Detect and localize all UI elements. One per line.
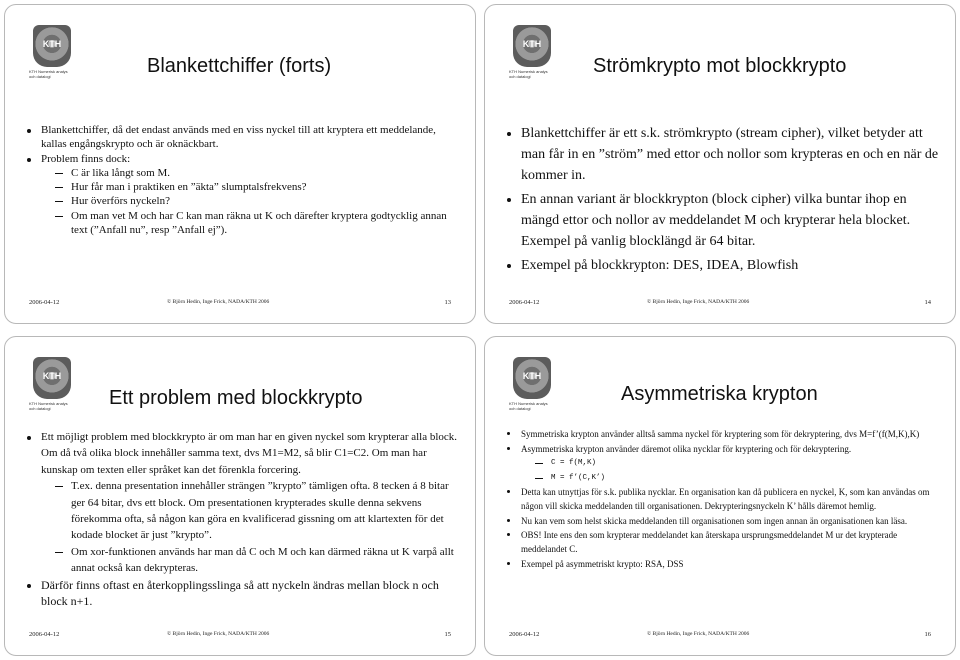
bullet-item: Nu kan vem som helst skicka meddelanden till organisationen som ingen annan än organisationen kan läsa. bbox=[505, 514, 941, 528]
bullet-item: Ett möjligt problem med blockkrypto är om man har en given nyckel som krypterar alla block. Om då två olika block innehåller samma text, dvs M1=M2, så blir C1=C2. Om man har kunskap om texten eller språket kan det förenkla forcering. bbox=[25, 429, 461, 478]
sub-bullet-item: T.ex. denna presentation innehåller strängen ”krypto” tämligen ofta. 8 tecken á 8 bitar ger 64 bitar, dvs ett block. Om presentationen krypterades skulle denna sekvens förekomma ofta, så någon kan göra en kvalificerad gissning om att klartexten för det kodade blocket är just ”krypto”. bbox=[25, 478, 461, 544]
slide-footer bbox=[29, 299, 451, 311]
kth-logo bbox=[509, 357, 555, 411]
kth-logo bbox=[29, 25, 75, 79]
footer-copyright: © Björn Hedin, Inge Frick, NADA/KTH 2006 bbox=[167, 631, 270, 637]
footer-date: 2006-04-12 bbox=[509, 631, 540, 638]
footer-date: 2006-04-12 bbox=[29, 299, 60, 306]
logo-caption: KTH Numerisk analys och datalogi bbox=[509, 401, 548, 411]
sub-bullet-item: Hur får man i praktiken en ”äkta” slumptalsfrekvens? bbox=[25, 180, 461, 194]
bullet-item: Exempel på asymmetriskt krypto: RSA, DSS bbox=[505, 557, 941, 571]
slide-footer bbox=[509, 299, 931, 311]
slide-footer bbox=[29, 631, 451, 643]
bullet-item: En annan variant är blockkrypton (block cipher) vilka buntar ihop en mängd ettor och nollor av meddelandet M och krypterar hela blocket. Exempel på vanlig blocklängd är 64 bitar. bbox=[505, 189, 941, 252]
bullet-item: Blankettchiffer är ett s.k. strömkrypto (stream cipher), vilket betyder att man får in en ”ström” med ettor och nollor som krypteras en och en när de kommer in. bbox=[505, 123, 941, 186]
slide-footer bbox=[509, 631, 931, 643]
kth-seal-icon: KTH bbox=[513, 357, 551, 399]
sub-bullet-item: Hur överförs nyckeln? bbox=[25, 194, 461, 208]
bullet-item: Exempel på blockkrypton: DES, IDEA, Blowfish bbox=[505, 255, 941, 276]
slide-body bbox=[505, 427, 941, 571]
formula-item: C = f(M,K) bbox=[505, 456, 941, 470]
slide-14 bbox=[484, 4, 956, 324]
slide-body bbox=[505, 123, 941, 279]
slide-number: 15 bbox=[444, 631, 451, 638]
kth-seal-icon: KTH bbox=[33, 357, 71, 399]
slide-13 bbox=[4, 4, 476, 324]
slide-title: Asymmetriska krypton bbox=[621, 383, 818, 405]
footer-date: 2006-04-12 bbox=[29, 631, 60, 638]
bullet-item: OBS! Inte ens den som krypterar meddelandet kan återskapa ursprungsmeddelandet M ur det krypterade meddelandet C. bbox=[505, 528, 941, 556]
footer-copyright: © Björn Hedin, Inge Frick, NADA/KTH 2006 bbox=[167, 299, 270, 305]
bullet-item: Symmetriska krypton använder alltså samma nyckel för kryptering som för dekryptering, dvs M=f’(f(M,K),K) bbox=[505, 427, 941, 441]
slide-body bbox=[25, 429, 461, 609]
logo-caption: KTH Numerisk analys och datalogi bbox=[29, 401, 68, 411]
bullet-item: Blankettchiffer, då det endast används med en viss nyckel till att kryptera ett meddelande, kallas engångskrypto och är oknäckbart. bbox=[25, 123, 461, 152]
slide-number: 13 bbox=[444, 299, 451, 306]
kth-seal-icon: KTH bbox=[33, 25, 71, 67]
slide-15 bbox=[4, 336, 476, 656]
footer-copyright: © Björn Hedin, Inge Frick, NADA/KTH 2006 bbox=[647, 299, 750, 305]
kth-logo bbox=[29, 357, 75, 411]
bullet-item: Problem finns dock: bbox=[25, 152, 461, 166]
sub-bullet-item: C är lika långt som M. bbox=[25, 166, 461, 180]
footer-date: 2006-04-12 bbox=[509, 299, 540, 306]
bullet-item: Asymmetriska krypton använder däremot olika nycklar för kryptering och för dekryptering. bbox=[505, 442, 941, 456]
kth-logo bbox=[509, 25, 555, 79]
slide-number: 16 bbox=[924, 631, 931, 638]
formula-item: M = f’(C,K’) bbox=[505, 471, 941, 485]
slide-16 bbox=[484, 336, 956, 656]
slide-title: Ett problem med blockkrypto bbox=[109, 387, 363, 409]
sub-bullet-item: Om man vet M och har C kan man räkna ut K och därefter kryptera godtycklig annan text (”Anfall nu”, resp ”Anfall ej”). bbox=[25, 209, 461, 238]
logo-caption: KTH Numerisk analys och datalogi bbox=[29, 69, 68, 79]
slide-body bbox=[25, 123, 461, 237]
bullet-item: Detta kan utnyttjas för s.k. publika nycklar. En organisation kan då publicera en nyckel, K, som kan användas om någon vill skicka meddelanden till organisationen. Dekrypteringsnyckeln K’ hålls däremot hemlig. bbox=[505, 485, 941, 513]
slide-title: Blankettchiffer (forts) bbox=[147, 55, 332, 77]
slide-title: Strömkrypto mot blockkrypto bbox=[593, 55, 847, 77]
slide-number: 14 bbox=[924, 299, 931, 306]
logo-caption: KTH Numerisk analys och datalogi bbox=[509, 69, 548, 79]
sub-bullet-item: Om xor-funktionen används har man då C och M och kan därmed räkna ut K varpå allt annat också kan dekrypteras. bbox=[25, 544, 461, 577]
bullet-item: Därför finns oftast en återkopplingsslinga så att nyckeln ändras mellan block n och block n+1. bbox=[25, 577, 461, 610]
kth-seal-icon: KTH bbox=[513, 25, 551, 67]
footer-copyright: © Björn Hedin, Inge Frick, NADA/KTH 2006 bbox=[647, 631, 750, 637]
